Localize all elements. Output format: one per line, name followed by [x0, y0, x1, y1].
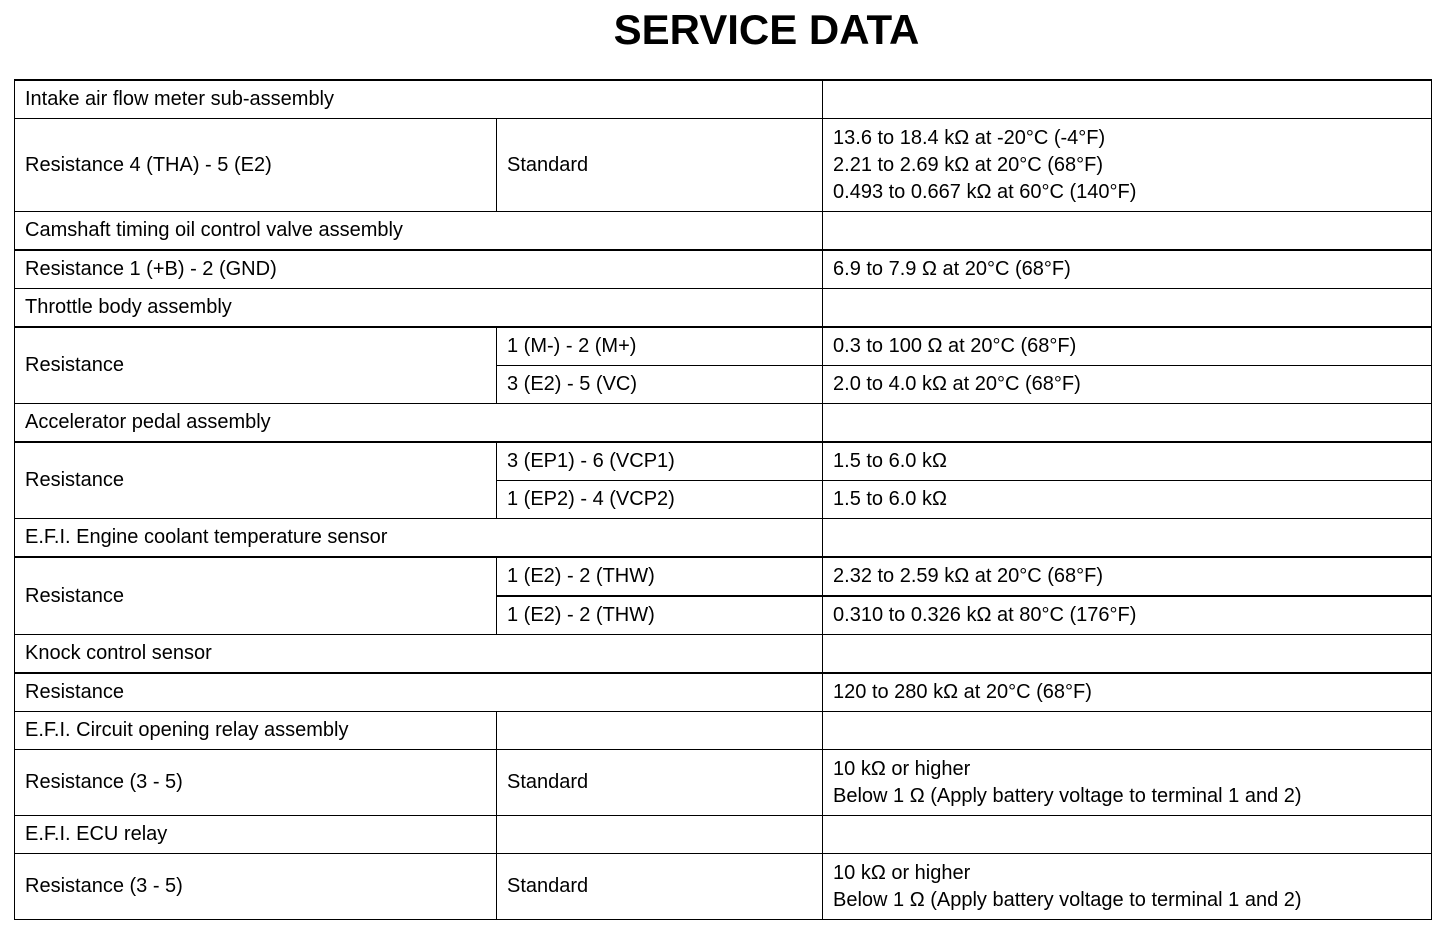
- ecu-relay-header-blank-2: [823, 816, 1432, 854]
- accelerator-value-2: 1.5 to 6.0 kΩ: [823, 481, 1432, 519]
- circuit-relay-header-blank-2: [823, 712, 1432, 750]
- circuit-relay-value-2: Below 1 Ω (Apply battery voltage to terminal 1 and 2): [833, 784, 1302, 807]
- throttle-value-1: 0.3 to 100 Ω at 20°C (68°F): [823, 327, 1432, 366]
- intake-item: Resistance 4 (THA) - 5 (E2): [15, 119, 497, 212]
- intake-value-3: 0.493 to 0.667 kΩ at 60°C (140°F): [833, 180, 1137, 203]
- section-header-ecu-relay: [15, 816, 1432, 854]
- coolant-value-1: 2.32 to 2.59 kΩ at 20°C (68°F): [823, 557, 1432, 596]
- camshaft-header-blank: [823, 212, 1432, 251]
- accelerator-terminals-1: 3 (EP1) - 6 (VCP1): [497, 442, 823, 481]
- coolant-value-2: 0.310 to 0.326 kΩ at 80°C (176°F): [823, 596, 1432, 635]
- ecu-relay-condition: Standard: [497, 854, 823, 920]
- page-title: SERVICE DATA: [613, 6, 920, 53]
- camshaft-value: 6.9 to 7.9 Ω at 20°C (68°F): [823, 250, 1432, 289]
- circuit-relay-condition: Standard: [497, 750, 823, 816]
- camshaft-header: Camshaft timing oil control valve assembly: [15, 212, 823, 251]
- throttle-header-blank: [823, 289, 1432, 328]
- knock-header: Knock control sensor: [15, 635, 823, 674]
- camshaft-item: Resistance 1 (+B) - 2 (GND): [15, 250, 823, 289]
- throttle-terminals-1: 1 (M-) - 2 (M+): [497, 327, 823, 366]
- intake-value-1: 13.6 to 18.4 kΩ at -20°C (-4°F): [833, 126, 1106, 149]
- ecu-relay-value-2: Below 1 Ω (Apply battery voltage to terminal 1 and 2): [833, 888, 1302, 911]
- throttle-terminals-2: 3 (E2) - 5 (VC): [497, 366, 823, 404]
- coolant-terminals-1: 1 (E2) - 2 (THW): [497, 557, 823, 596]
- accelerator-item: Resistance: [15, 442, 497, 519]
- coolant-header-blank: [823, 519, 1432, 558]
- throttle-value-2: 2.0 to 4.0 kΩ at 20°C (68°F): [823, 366, 1432, 404]
- section-header-camshaft: [15, 212, 1432, 251]
- table-row: [15, 250, 1432, 289]
- coolant-header: E.F.I. Engine coolant temperature sensor: [15, 519, 823, 558]
- section-header-throttle: [15, 289, 1432, 328]
- ecu-relay-values: [823, 854, 1432, 920]
- ecu-relay-value-1: 10 kΩ or higher: [833, 861, 971, 884]
- intake-header-blank: [823, 80, 1432, 119]
- accelerator-value-1: 1.5 to 6.0 kΩ: [823, 442, 1432, 481]
- table-row: [15, 442, 1432, 481]
- knock-header-blank: [823, 635, 1432, 674]
- circuit-relay-values: [823, 750, 1432, 816]
- throttle-item: Resistance: [15, 327, 497, 404]
- intake-values: [823, 119, 1432, 212]
- section-header-knock: [15, 635, 1432, 674]
- intake-condition: Standard: [497, 119, 823, 212]
- section-header-intake: [15, 80, 1432, 119]
- circuit-relay-header-blank-1: [497, 712, 823, 750]
- knock-value: 120 to 280 kΩ at 20°C (68°F): [823, 673, 1432, 712]
- coolant-terminals-2: 1 (E2) - 2 (THW): [497, 596, 823, 635]
- section-header-accelerator: [15, 404, 1432, 443]
- table-row: [15, 119, 1432, 212]
- ecu-relay-header-blank-1: [497, 816, 823, 854]
- intake-value-2: 2.21 to 2.69 kΩ at 20°C (68°F): [833, 153, 1103, 176]
- ecu-relay-item: Resistance (3 - 5): [15, 854, 497, 920]
- accelerator-header: Accelerator pedal assembly: [15, 404, 823, 443]
- knock-item: Resistance: [15, 673, 823, 712]
- coolant-item: Resistance: [15, 557, 497, 635]
- section-header-circuit-relay: [15, 712, 1432, 750]
- throttle-header: Throttle body assembly: [15, 289, 823, 328]
- table-row: [15, 854, 1432, 920]
- table-row: [15, 673, 1432, 712]
- table-row: [15, 557, 1432, 596]
- section-header-coolant: [15, 519, 1432, 558]
- circuit-relay-header: E.F.I. Circuit opening relay assembly: [15, 712, 497, 750]
- circuit-relay-item: Resistance (3 - 5): [15, 750, 497, 816]
- service-data-table: [14, 79, 1432, 920]
- table-row: [15, 327, 1432, 366]
- accelerator-header-blank: [823, 404, 1432, 443]
- table-row: [15, 750, 1432, 816]
- circuit-relay-value-1: 10 kΩ or higher: [833, 757, 971, 780]
- accelerator-terminals-2: 1 (EP2) - 4 (VCP2): [497, 481, 823, 519]
- ecu-relay-header: E.F.I. ECU relay: [15, 816, 497, 854]
- intake-header: Intake air flow meter sub-assembly: [15, 80, 823, 119]
